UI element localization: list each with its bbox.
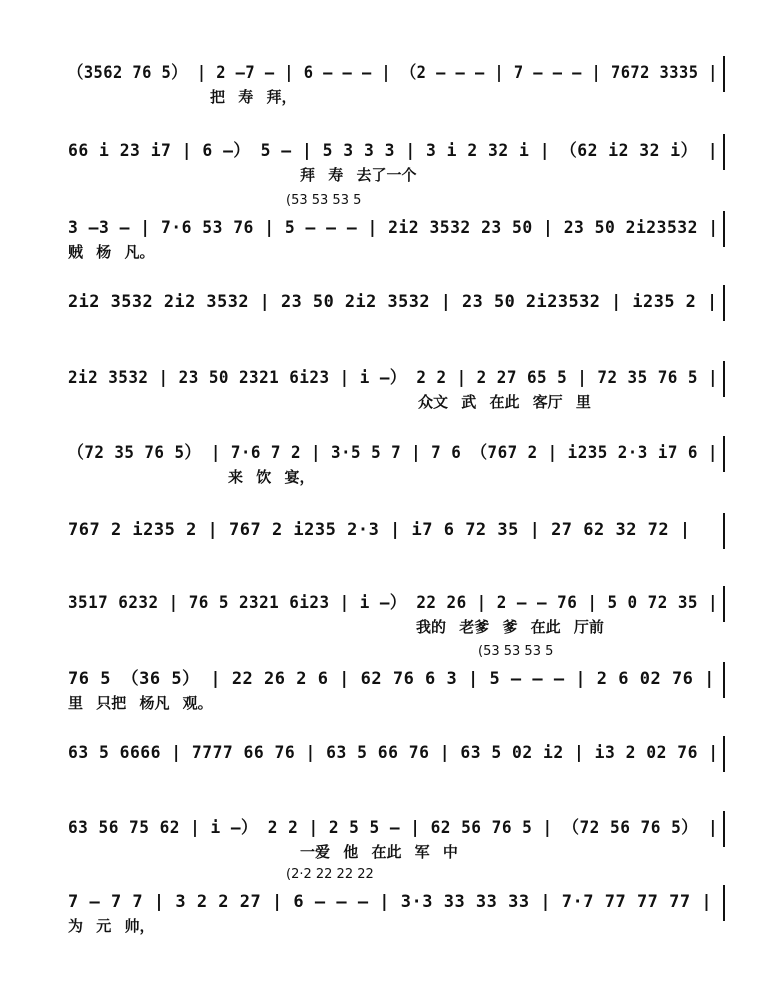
- system-2: [68, 138, 728, 198]
- notes-line: 2i2 3532 | 23 50 2321 6i23 | i –） 2 2 | 2 27 65 5 | 72 35 76 5 |: [68, 368, 719, 388]
- notes-line: （72 35 76 5） | 7·6 7 2 | 3·5 5 7 | 7 6 （767 2 | i235 2·3 i7 6 |: [68, 443, 718, 463]
- system-3: [68, 193, 728, 275]
- notes-line: 63 5 6666 | 7777 66 76 | 63 5 66 76 | 63 5 02 i2 | i3 2 02 76 |: [68, 743, 719, 763]
- lyrics-line: 贼 杨 凡。: [68, 243, 155, 261]
- barline: [723, 662, 725, 698]
- cue-line: (53 53 53 5: [478, 644, 554, 659]
- cue-line: (53 53 53 5: [286, 193, 362, 208]
- lyrics-line: 把 寿 拜，: [210, 88, 297, 106]
- system-11: [68, 815, 728, 875]
- barline: [723, 134, 725, 170]
- barline: [723, 811, 725, 847]
- notes-line: 3 –3 – | 7·6 53 76 | 5 – – – | 2i2 3532 23 50 | 23 50 2i23532 |: [68, 218, 719, 238]
- lyrics-line: 为 元 帅，: [68, 917, 155, 935]
- barline: [723, 285, 725, 321]
- lyrics-line: 一爱 他 在此 军 中: [300, 843, 458, 861]
- cue-line: (2·2 22 22 22: [286, 867, 374, 882]
- system-4: [68, 289, 728, 349]
- barline: [723, 885, 725, 921]
- lyrics-line: 众文 武 在此 客厅 里: [418, 393, 591, 411]
- notes-line: （3562 76 5） | 2 –7 – | 6 – – – | （2 – – – | 7 – – – | 7672 3335 |: [68, 63, 718, 83]
- notes-line: 76 5 （36 5） | 22 26 2 6 | 62 76 6 3 | 5 – – – | 2 6 02 76 |: [68, 669, 715, 689]
- barline: [723, 513, 725, 549]
- system-1: [68, 60, 728, 120]
- notes-line: 3517 6232 | 76 5 2321 6i23 | i –） 22 26 | 2 – – 76 | 5 0 72 35 |: [68, 593, 719, 613]
- barline: [723, 211, 725, 247]
- barline: [723, 586, 725, 622]
- lyrics-line: 里 只把 杨凡 观。: [68, 694, 213, 712]
- system-6: [68, 440, 728, 500]
- notes-line: 2i2 3532 2i2 3532 | 23 50 2i2 3532 | 23 50 2i23532 | i235 2 |: [68, 292, 718, 312]
- system-12: [68, 867, 728, 949]
- system-5: [68, 365, 728, 425]
- notes-line: 767 2 i235 2 | 767 2 i235 2·3 | i7 6 72 35 | 27 62 32 72 |: [68, 520, 691, 540]
- lyrics-line: 我的 老爹 爹 在此 厅前: [416, 618, 604, 636]
- notes-line: 66 i 23 i7 | 6 –） 5 – | 5 3 3 3 | 3 i 2 32 i | （62 i2 32 i） |: [68, 141, 719, 161]
- notes-line: 63 56 75 62 | i –） 2 2 | 2 5 5 – | 62 56 76 5 | （72 56 76 5） |: [68, 818, 719, 838]
- barline: [723, 736, 725, 772]
- barline: [723, 56, 725, 92]
- lyrics-line: 来 饮 宴，: [228, 468, 315, 486]
- barline: [723, 436, 725, 472]
- system-8: [68, 590, 728, 650]
- system-9: [68, 644, 728, 726]
- barline: [723, 361, 725, 397]
- system-10: [68, 740, 728, 800]
- system-7: [68, 517, 728, 577]
- notes-line: 7 – 7 7 | 3 2 2 27 | 6 – – – | 3·3 33 33 33 | 7·7 77 77 77 |: [68, 892, 713, 912]
- lyrics-line: 拜 寿 去了一个: [300, 166, 417, 184]
